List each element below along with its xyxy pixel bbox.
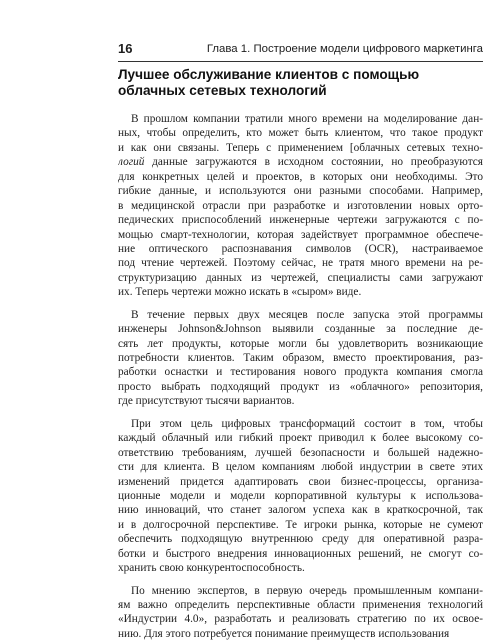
text-line: в медицинской отрасли при разработке и изготовлении новых орто- — [118, 199, 483, 212]
text-line: «Индустрии 4.0», разработать и реализовать стратегию по их освое- — [118, 613, 483, 626]
text-line: их. Теперь чертежи можно искать в «сыром» виде. — [118, 286, 362, 299]
text-line: обеспечить подходящую внутреннюю среду для оперативной разра- — [118, 533, 483, 546]
section-title-line: облачных сетевых технологий — [118, 82, 327, 98]
text-line: хранить свою конкурентоспособность. — [118, 562, 305, 575]
text-line: ботки и быстрого внедрения инновационных решений, не смогут со- — [118, 547, 483, 560]
text-line: сять лет продукты, которые могли бы удовлетворить возникающие — [118, 337, 483, 350]
text-line: ционные модели и модели корпоративной культуры к использова- — [118, 489, 483, 502]
italic-term: логий — [118, 156, 145, 169]
text-line: где присутствуют тысячи вариантов. — [118, 395, 295, 408]
section-title — [118, 67, 483, 98]
text-line: ние оптического распознавания символов (OCR), настраиваемое — [118, 242, 483, 255]
text-line: каждый облачный или гибкий проект приводил к более высокому со- — [118, 432, 483, 445]
body-text — [118, 112, 483, 641]
running-head: Глава 1. Построение модели цифрового маркетинга — [206, 43, 483, 55]
text-line: мощью смарт-технологии, которая задействует программное обеспече- — [118, 228, 483, 241]
paragraph — [118, 112, 483, 300]
text-line: потребности клиентов. Таким образом, вместо проектирования, раз- — [118, 352, 483, 364]
text-line: По мнению экспертов, в первую очередь промышленным компани- — [131, 584, 483, 597]
section-title-line: Лучшее обслуживание клиентов с помощью — [118, 67, 420, 82]
text-line: В прошлом компании тратили много времени на моделирование дан- — [131, 113, 483, 125]
text-line: инженеры Johnson&Johnson выявили созданные за последние де- — [118, 323, 483, 336]
text-line: ных, чтобы определить, кто может быть клиентом, что такое продукт — [118, 127, 483, 140]
text-line: для конкретных целей и проектов, в которых они необходимы. Это — [118, 170, 483, 183]
text-line: под чтение чертежей. Поэтому сейчас, не тратя много времени на ре- — [118, 257, 483, 270]
text-line: сти для клиента. В целом компаниям любой индустрии в свете этих — [118, 461, 483, 474]
text-line: и в долгосрочной перспективе. Те игроки рынка, которые не сумеют — [118, 518, 483, 531]
page-header — [118, 41, 483, 62]
text-line: структуризацию данных из чертежей, специалисты сами загружают — [118, 271, 483, 284]
paragraph-gap — [118, 409, 483, 417]
text-line: педических приспособлений инженерные чертежи загружаются с по- — [118, 214, 483, 227]
paragraph — [118, 584, 483, 641]
page-number: 16 — [118, 41, 133, 56]
text-line: гибкие данные, и используются они разными способами. Например, — [118, 185, 483, 198]
text-line: При этом цель цифровых трансформаций состоит в том, чтобы — [131, 417, 483, 430]
paragraph — [118, 417, 483, 576]
text-line: и как они связаны. Теперь с применением [облачных сетевых техно- — [118, 141, 483, 154]
text-line: логий данные загружаются в исходном состоянии, но преобразуются — [118, 156, 483, 169]
text-line: ответствию требованиям, лучшей безопасности и большей надежно- — [118, 446, 483, 459]
text-line: В течение первых двух месяцев после запуска этой программы — [131, 308, 483, 321]
paragraph-gap — [118, 300, 483, 308]
text-line: нию. Для этого потребуется понимание преимуществ использования — [118, 627, 450, 640]
text-line: работки оснастки и тестирования нового продукта компания смогла — [118, 366, 483, 379]
text-line: нию инноваций, что станет залогом успеха как в краткосрочной, так — [118, 504, 483, 517]
paragraph-gap — [118, 576, 483, 584]
paragraph — [118, 308, 483, 409]
text-line: просто выбрать подходящий продукт из «облачного» репозитория, — [118, 380, 483, 393]
text-line: изменений придется адаптировать свои бизнес-процессы, организа- — [118, 475, 483, 488]
text-line: ям важно определить перспективные области применения технологий — [118, 599, 483, 611]
